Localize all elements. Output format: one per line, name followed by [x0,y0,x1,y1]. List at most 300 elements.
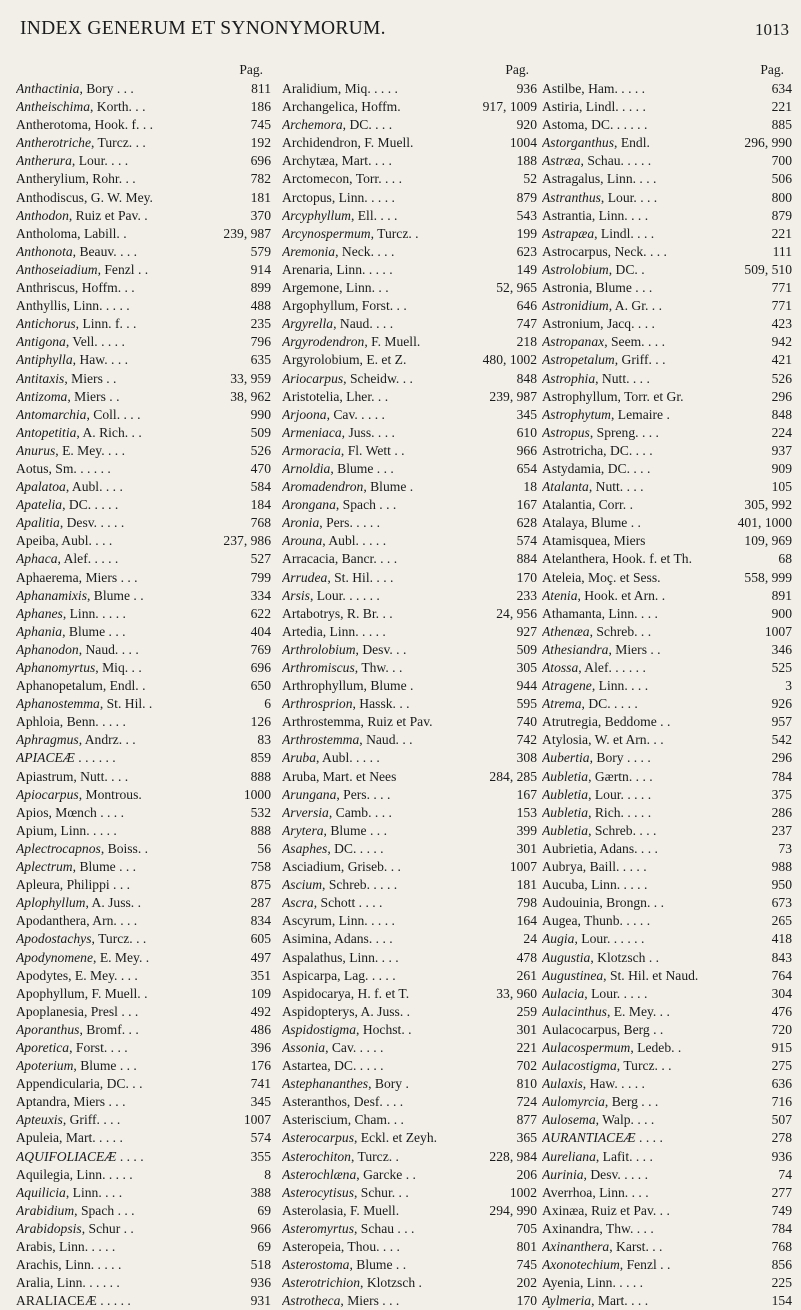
entry-page: 153 [513,804,537,822]
index-entry [542,1202,792,1220]
index-entry [542,460,792,478]
entry-name: Antholoma, Labill. . [16,225,127,241]
index-entry [16,677,271,695]
entry-page: 237 [768,822,792,840]
index-entry [282,641,537,659]
entry-name: Ariocarpus, Scheidw. . . [282,370,413,386]
entry-page: 558, 999 [740,569,792,587]
index-entry [542,297,792,315]
entry-page: 418 [768,930,792,948]
index-entry [282,1202,537,1220]
entry-name: Antichorus, Linn. f. . . [16,316,137,332]
index-entry [542,1057,792,1075]
entry-page: 287 [247,894,271,912]
entry-name: Aubletia, Schreb. . . . [542,822,657,838]
entry-name: Augustinea, St. Hil. et Naud. [542,967,699,983]
index-entry [542,623,792,641]
index-entry [542,1075,792,1093]
index-entry [16,550,271,568]
entry-name: Aurinia, Desv. . . . . [542,1166,648,1182]
index-entry [542,550,792,568]
index-entry [16,1238,271,1256]
index-entry [16,98,271,116]
entry-page: 509 [513,641,537,659]
index-entry [542,641,792,659]
entry-name: Archidendron, F. Muell. [282,135,414,151]
entry-name: Asterochiton, Turcz. . [282,1148,399,1164]
entry-name: Aplectrocapnos, Boiss. . [16,840,149,856]
entry-page: 301 [513,1021,537,1039]
entry-name: Augea, Thunb. . . . . [542,913,651,929]
entry-name: Aubrietia, Adans. . . . [542,840,658,856]
index-entry [16,170,271,188]
entry-page: 834 [247,912,271,930]
index-entry [542,1220,792,1238]
index-entry [542,1039,792,1057]
index-entry [282,731,537,749]
index-entry [282,1292,537,1310]
entry-page: 284, 285 [485,768,537,786]
entry-page: 105 [768,478,792,496]
index-entry [282,496,537,514]
entry-name: Atalantia, Corr. . [542,497,633,513]
index-entry [282,930,537,948]
index-entry [282,333,537,351]
index-entry [282,894,537,912]
entry-page: 488 [247,297,271,315]
index-entry [542,930,792,948]
index-entry [16,1075,271,1093]
entry-page: 542 [768,731,792,749]
entry-name: Apatelia, DC. . . . . [16,497,119,513]
entry-page: 595 [513,695,537,713]
entry-name: Astropus, Spreng. . . . [542,424,659,440]
entry-page: 486 [247,1021,271,1039]
entry-page: 221 [768,225,792,243]
entry-page: 1007 [240,1111,271,1129]
entry-page: 966 [513,442,537,460]
entry-name: Antigona, Vell. . . . . [16,334,125,350]
entry-page: 801 [513,1238,537,1256]
entry-name: Aplophyllum, A. Juss. . [16,895,142,911]
index-entry [542,1021,792,1039]
index-entry [542,315,792,333]
index-entry [16,532,271,550]
entry-page: 334 [247,587,271,605]
entry-name: Axonotechium, Fenzl . . [542,1257,671,1273]
entry-name: Antizoma, Miers . . [16,388,120,404]
entry-page: 700 [768,152,792,170]
entry-page: 636 [768,1075,792,1093]
entry-page: 261 [513,967,537,985]
index-entry [16,1129,271,1147]
entry-name: Apophyllum, F. Muell. . [16,985,148,1001]
entry-page: 52, 965 [492,279,537,297]
entry-name: Aristotelia, Lher. . . [282,388,389,404]
index-entry [542,587,792,605]
entry-page: 900 [768,605,792,623]
entry-page: 3 [781,677,792,695]
entry-name: Apium, Linn. . . . . [16,822,117,838]
entry-name: Antherotriche, Turcz. . . [16,135,146,151]
entry-page: 346 [768,641,792,659]
index-entry [282,876,537,894]
entry-page: 296, 990 [740,134,792,152]
entry-page: 525 [768,659,792,677]
index-entry [282,605,537,623]
index-entry [542,1238,792,1256]
entry-page: 221 [513,1039,537,1057]
index-entry [282,822,537,840]
entry-name: Aphanamixis, Blume . . [16,587,144,603]
entry-name: Aphaca, Alef. . . . . [16,551,119,567]
entry-page: 74 [774,1166,792,1184]
entry-page: 33, 960 [492,985,537,1003]
entry-name: Aphanodon, Naud. . . . [16,641,139,657]
entry-name: Aubletia, Gærtn. . . . [542,768,653,784]
entry-name: Apteuxis, Griff. . . . [16,1112,121,1128]
entry-page: 56 [253,840,271,858]
entry-page: 478 [513,949,537,967]
entry-name: Anthyllis, Linn. . . . . [16,298,130,314]
entry-page: 167 [513,496,537,514]
index-entry [282,442,537,460]
entry-page: 507 [768,1111,792,1129]
entry-name: Axinanthera, Karst. . . [542,1239,663,1254]
index-entry [542,912,792,930]
index-entry [542,478,792,496]
entry-page: 915 [768,1039,792,1057]
entry-name: Antherotoma, Hook. f. . . [16,117,154,133]
entry-name: Aucuba, Linn. . . . . [542,877,648,893]
entry-name: Astropanax, Seem. . . . [542,334,665,350]
entry-page: 768 [247,514,271,532]
index-entry [16,1202,271,1220]
entry-page: 936 [247,1274,271,1292]
index-entry [282,460,537,478]
index-entry [16,1256,271,1274]
entry-name: Arcynospermum, Turcz. . [282,225,419,241]
entry-name: Anthodon, Ruiz et Pav. . [16,207,148,223]
entry-page: 149 [513,261,537,279]
entry-name: Argophyllum, Forst. . . [282,298,407,314]
index-entry [542,1256,792,1274]
index-entry [282,858,537,876]
index-entry [16,623,271,641]
entry-page: 1000 [240,786,271,804]
entry-page: 574 [513,532,537,550]
entry-name: Arthrolobium, Desv. . . [282,641,407,657]
index-entry [282,116,537,134]
entry-name: Arcyphyllum, Ell. . . . [282,207,398,223]
entry-page: 856 [768,1256,792,1274]
index-entry [282,152,537,170]
index-entry [16,985,271,1003]
entry-page: 68 [774,550,792,568]
entry-page: 170 [513,569,537,587]
entry-name: Antomarchia, Coll. . . . [16,406,141,422]
index-entry [282,1075,537,1093]
entry-page: 301 [513,840,537,858]
entry-name: Arouna, Aubl. . . . . [282,533,387,549]
index-entry [282,1238,537,1256]
index-entry [16,315,271,333]
entry-page: 221 [768,98,792,116]
index-entry [16,116,271,134]
entry-name: Arthrostemma, Ruiz et Pav. [282,714,433,730]
index-entry [282,1256,537,1274]
index-entry [282,1184,537,1202]
entry-name: Asimina, Adans. . . . [282,931,393,947]
entry-page: 388 [247,1184,271,1202]
entry-name: Atossa, Alef. . . . . . [542,660,646,675]
entry-name: Asterostoma, Blume . . [282,1257,407,1273]
index-entry [542,749,792,767]
entry-name: ARALIACEÆ . . . . . [16,1293,131,1309]
entry-page: 800 [768,189,792,207]
entry-page: 206 [513,1166,537,1184]
entry-name: Aulacinthus, E. Mey. . . [542,1003,670,1019]
entry-page: 192 [247,134,271,152]
index-entry [16,749,271,767]
entry-page: 492 [247,1003,271,1021]
entry-name: Arenaria, Linn. . . . . [282,261,393,277]
entry-name: Asterochlæna, Garcke . . [282,1166,416,1182]
entry-page: 224 [768,424,792,442]
entry-page: 518 [247,1256,271,1274]
entry-page: 702 [513,1057,537,1075]
entry-name: Aspidopterys, A. Juss. . [282,1003,411,1019]
index-entry [282,1021,537,1039]
index-entry [16,858,271,876]
entry-name: Apodostachys, Turcz. . . [16,931,147,947]
index-entry [542,786,792,804]
entry-page: 305, 992 [740,496,792,514]
entry-name: Audouinia, Brongn. . . [542,895,664,911]
index-entry [282,424,537,442]
index-entry [16,587,271,605]
index-entry [542,659,792,677]
entry-page: 497 [247,949,271,967]
index-entry [16,1057,271,1075]
entry-page: 176 [247,1057,271,1075]
index-entry [282,478,537,496]
entry-name: Argyrolobium, E. et Z. [282,352,407,368]
entry-page: 799 [247,569,271,587]
entry-name: Aphloia, Benn. . . . . [16,714,126,730]
entry-page: 859 [247,749,271,767]
entry-name: Artedia, Linn. . . . . [282,623,386,639]
entry-page: 634 [768,80,792,98]
index-entry [282,677,537,695]
index-entry [16,967,271,985]
index-entry [542,189,792,207]
entry-name: Aralidium, Miq. . . . . [282,81,398,96]
entry-name: Aspidocarya, H. f. et T. [282,985,410,1001]
entry-page: 705 [513,1220,537,1238]
entry-name: Apleura, Philippi . . . [16,877,131,893]
entry-page: 399 [513,822,537,840]
entry-page: 950 [768,876,792,894]
entry-page: 109, 969 [740,532,792,550]
entry-page: 181 [247,189,271,207]
entry-name: Arversia, Camb. . . . [282,804,392,820]
index-entry [542,98,792,116]
entry-page: 111 [769,243,792,261]
entry-page: 875 [247,876,271,894]
entry-name: Apoterium, Blume . . . [16,1058,137,1074]
entry-page: 526 [768,370,792,388]
entry-name: Antitaxis, Miers . . [16,370,117,386]
index-entry [16,207,271,225]
index-entry [16,189,271,207]
entry-page: 811 [247,80,271,98]
entry-page: 304 [768,985,792,1003]
entry-name: Aspalathus, Linn. . . . [282,949,399,965]
entry-name: Apodynomene, E. Mey. . [16,949,150,965]
entry-page: 888 [247,768,271,786]
index-entry [16,1021,271,1039]
index-entry [542,894,792,912]
index-entry [542,949,792,967]
index-entry [542,1292,792,1310]
index-entry [16,822,271,840]
entry-page: 579 [247,243,271,261]
entry-name: Apiocarpus, Montrous. [16,786,142,802]
pag-heading: Pag. [505,62,529,77]
entry-page: 526 [247,442,271,460]
entry-page: 784 [768,768,792,786]
entry-name: Atrema, DC. . . . . [542,696,638,712]
entry-page: 920 [513,116,537,134]
entry-name: Atenia, Hook. et Arn. . [542,587,666,603]
entry-name: Apiastrum, Nutt. . . . [16,768,129,784]
entry-page: 228, 984 [485,1148,537,1166]
entry-page: 277 [768,1184,792,1202]
index-entry [542,768,792,786]
entry-page: 696 [247,659,271,677]
entry-name: Astartea, DC. . . . . [282,1058,384,1074]
entry-page: 423 [768,315,792,333]
index-entry [542,532,792,550]
entry-name: Aralia, Linn. . . . . . [16,1275,120,1291]
entry-page: 69 [253,1238,271,1256]
entry-page: 654 [513,460,537,478]
index-entry [542,406,792,424]
index-entry [282,351,537,369]
entry-name: Arytera, Blume . . . [282,822,387,838]
index-entry [16,659,271,677]
index-entry [282,1148,537,1166]
index-entry [16,80,271,98]
entry-page: 506 [768,170,792,188]
entry-page: 286 [768,804,792,822]
entry-name: Apodanthera, Arn. . . . [16,913,138,929]
index-column-3 [542,58,792,1309]
index-entry [542,370,792,388]
entry-page: 421 [768,351,792,369]
entry-page: 966 [247,1220,271,1238]
entry-page: 527 [247,550,271,568]
entry-name: Ascyrum, Linn. . . . . [282,913,395,929]
entry-name: Asaphes, DC. . . . . [282,840,384,856]
entry-name: Artabotrys, R. Br. . . [282,605,393,621]
entry-name: Asterotrichion, Klotzsch . [282,1275,422,1291]
entry-name: Antiphylla, Haw. . . . [16,352,129,368]
index-entry [542,333,792,351]
entry-name: Arjoona, Cav. . . . . [282,406,385,422]
index-entry [282,80,537,98]
entry-name: Ateleia, Moç. et Sess. [542,569,661,585]
index-entry [282,1093,537,1111]
index-entry [542,985,792,1003]
index-entry [16,713,271,731]
entry-page: 843 [768,949,792,967]
entry-page: 899 [247,279,271,297]
entry-name: Asterolasia, F. Muell. [282,1202,400,1218]
entry-name: Apios, Mœnch . . . . [16,804,124,820]
index-entry [282,514,537,532]
entry-page: 610 [513,424,537,442]
entry-page: 1007 [761,623,792,641]
entry-page: 233 [513,587,537,605]
index-entry [16,1220,271,1238]
entry-page: 942 [768,333,792,351]
entry-name: Archytæa, Mart. . . . [282,153,392,169]
entry-page: 742 [513,731,537,749]
entry-name: Arctomecon, Torr. . . . [282,171,402,187]
entry-name: Arthrophyllum, Blume . [282,678,414,694]
entry-name: Atalanta, Nutt. . . . [542,479,644,495]
entry-name: Arsis, Lour. . . . . . [282,587,380,603]
entry-page: 574 [247,1129,271,1147]
entry-name: Armoracia, Fl. Wett . . [282,442,405,458]
entry-name: Appendicularia, DC. . . [16,1076,143,1092]
index-entry [542,351,792,369]
entry-page: 375 [768,786,792,804]
index-entry [16,949,271,967]
entry-name: Anthactinia, Bory . . . [16,81,134,96]
entry-page: 622 [247,605,271,623]
entry-page: 879 [768,207,792,225]
entry-name: Ayenia, Linn. . . . . [542,1275,644,1291]
entry-page: 154 [768,1292,792,1310]
entry-name: Astropetalum, Griff. . . [542,352,666,368]
index-entry [542,496,792,514]
entry-name: Aulaxis, Haw. . . . . [542,1076,645,1092]
index-entry [282,768,537,786]
index-entry [542,388,792,406]
entry-page: 294, 990 [485,1202,537,1220]
entry-page: 988 [768,858,792,876]
entry-page: 782 [247,170,271,188]
entry-page: 199 [513,225,537,243]
index-entry [16,496,271,514]
entry-name: Arthromiscus, Thw. . . [282,660,403,675]
entry-page: 848 [513,370,537,388]
entry-name: Astrotheca, Miers . . . [282,1293,400,1309]
entry-name: Aphanes, Linn. . . . . [16,605,126,621]
entry-page: 769 [247,641,271,659]
entry-page: 6 [260,695,271,713]
pag-heading: Pag. [239,62,263,77]
entry-page: 879 [513,189,537,207]
entry-name: Aulacocarpus, Berg . . [542,1021,664,1037]
entry-name: Argyrella, Naud. . . . [282,316,394,332]
index-entry [542,713,792,731]
index-entry [542,876,792,894]
entry-page: 202 [513,1274,537,1292]
